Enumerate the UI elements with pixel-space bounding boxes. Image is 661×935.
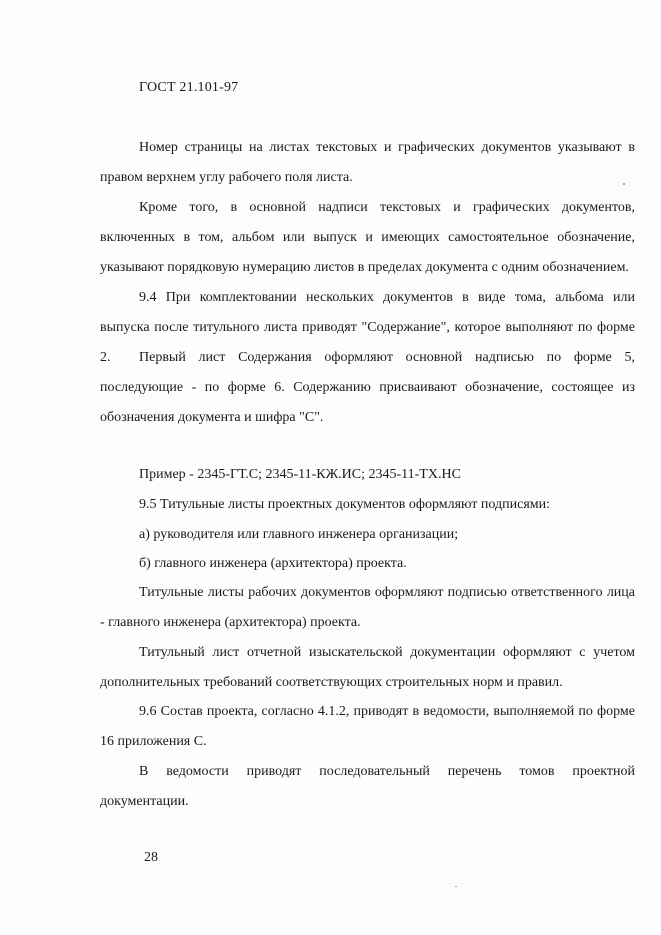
scan-speck (623, 183, 625, 185)
paragraph-working-docs: Титульные листы рабочих документов оформляют подписью ответственного лица - главного инженера (архитектора) проекта. (100, 585, 635, 630)
document-header-code: ГОСТ 21.101-97 (139, 80, 239, 95)
paragraph-volume-list: В ведомости приводят последовательный перечень томов проектной документации. (100, 764, 635, 809)
paragraph-page-number-rule: Номер страницы на листах текстовых и графических документов указывают в правом верхнем углу рабочего поля листа. (100, 140, 635, 185)
paragraph-9-4: 9.4 При комплектовании нескольких документов в виде тома, альбома или выпуска после титульного листа приводят "Содержание", которое выполняют по форме 2. (100, 290, 635, 365)
paragraph-first-sheet: Первый лист Содержания оформляют основной надписью по форме 5, последующие - по форме 6. Содержанию присваивают обозначение, состоящее из обозначения документа и шифра "С". (100, 350, 635, 425)
paragraph-survey-docs: Титульный лист отчетной изыскательской документации оформляют с учетом дополнительных требований соответствующих строительных норм и правил. (100, 645, 635, 690)
example-line: Пример - 2345-ГТ.С; 2345-11-КЖ.ИС; 2345-11-ТХ.НС (139, 467, 461, 482)
list-item-b: б) главного инженера (архитектора) проекта. (139, 556, 407, 571)
scan-speck (455, 886, 457, 887)
paragraph-9-5: 9.5 Титульные листы проектных документов оформляют подписями: (139, 497, 551, 512)
page-number: 28 (144, 850, 158, 865)
list-item-a: а) руководителя или главного инженера организации; (139, 527, 459, 542)
paragraph-9-6: 9.6 Состав проекта, согласно 4.1.2, приводят в ведомости, выполняемой по форме 16 приложения С. (100, 704, 635, 749)
paragraph-sheet-numbering: Кроме того, в основной надписи текстовых и графических документов, включенных в том, альбом или выпуск и имеющих самостоятельное обозначение, указывают порядковую нумерацию листов в пределах документа с одним обозначением. (100, 200, 635, 275)
